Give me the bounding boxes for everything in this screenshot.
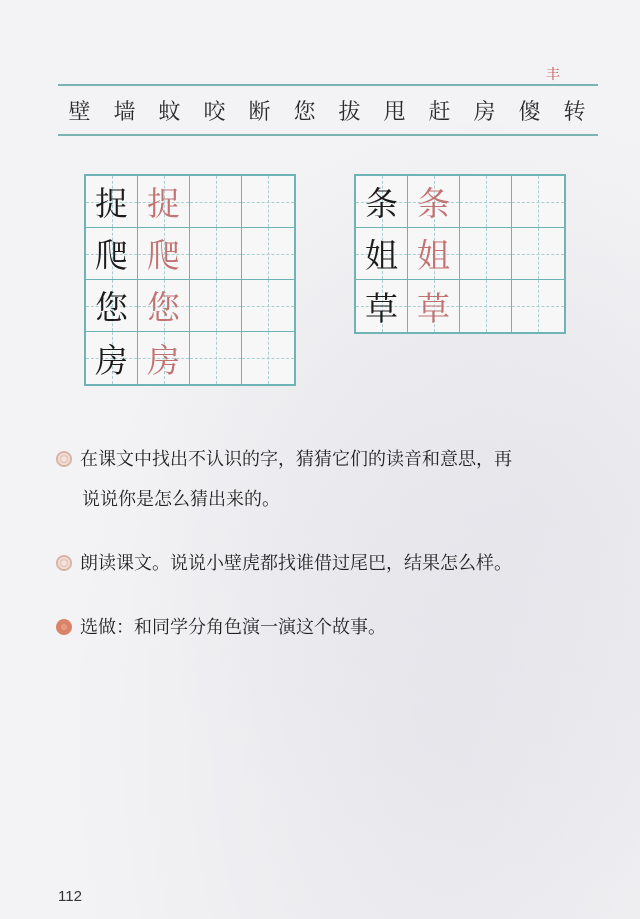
vocab-char: 断 (248, 99, 273, 125)
grid-cell-empty (512, 228, 564, 280)
corner-mark: 丰 (546, 67, 560, 83)
vocab-char: 拔 (338, 99, 363, 125)
vocab-char: 傻 (518, 99, 543, 125)
vocab-bottom-rule (58, 134, 598, 136)
ring-bullet-icon (56, 451, 72, 467)
page-number: 112 (58, 888, 82, 905)
grid-cell-empty (512, 280, 564, 332)
grid-cell-empty (242, 228, 294, 280)
grid-cell-trace: 捉 (138, 176, 190, 228)
grid-cell-empty (190, 176, 242, 228)
grid-cell-empty (460, 228, 512, 280)
writing-grid-left (84, 174, 296, 386)
grid-cell-empty (242, 176, 294, 228)
vocab-char: 壁 (68, 99, 93, 125)
grid-cell-trace: 房 (138, 332, 190, 384)
writing-grid-right (354, 174, 566, 334)
grid-cell-empty (242, 280, 294, 332)
grid-cell-empty (190, 228, 242, 280)
task-text: 说说你是怎么猜出来的。 (82, 489, 280, 510)
vocab-char: 转 (563, 99, 588, 125)
grid-cell-empty (512, 176, 564, 228)
vocab-char: 蚊 (158, 99, 183, 125)
grid-cell-model: 您 (86, 280, 138, 332)
vocab-char: 咬 (203, 99, 228, 125)
vocab-char: 赶 (428, 99, 453, 125)
task-text: 在课文中找出不认识的字，猜猜它们的读音和意思，再 (80, 449, 512, 470)
grid-cell-trace: 姐 (408, 228, 460, 280)
task-read-aloud (56, 544, 616, 584)
task-text: 选做：和同学分角色演一演这个故事。 (80, 617, 386, 638)
grid-cell-model: 草 (356, 280, 408, 332)
grid-cell-empty (190, 280, 242, 332)
grid-cell-empty (190, 332, 242, 384)
vocab-top-rule (58, 84, 598, 86)
grid-cell-empty (460, 280, 512, 332)
vocab-char: 甩 (383, 99, 408, 125)
grid-cell-model: 姐 (356, 228, 408, 280)
task-guess-characters (56, 440, 616, 520)
solid-bullet-icon (56, 619, 72, 635)
grid-cell-model: 捉 (86, 176, 138, 228)
grid-cell-trace: 爬 (138, 228, 190, 280)
vocab-band (58, 92, 598, 128)
grid-cell-empty (242, 332, 294, 384)
vocab-char: 您 (293, 99, 318, 125)
grid-cell-model: 爬 (86, 228, 138, 280)
grid-cell-trace: 草 (408, 280, 460, 332)
grid-cell-model: 条 (356, 176, 408, 228)
ring-bullet-icon (56, 555, 72, 571)
task-text: 朗读课文。说说小壁虎都找谁借过尾巴，结果怎么样。 (80, 553, 512, 574)
grid-cell-trace: 您 (138, 280, 190, 332)
grid-cell-model: 房 (86, 332, 138, 384)
grid-cell-empty (460, 176, 512, 228)
vocab-char: 房 (473, 99, 498, 125)
task-role-play (56, 608, 616, 648)
vocab-char: 墙 (113, 99, 138, 125)
grid-cell-trace: 条 (408, 176, 460, 228)
